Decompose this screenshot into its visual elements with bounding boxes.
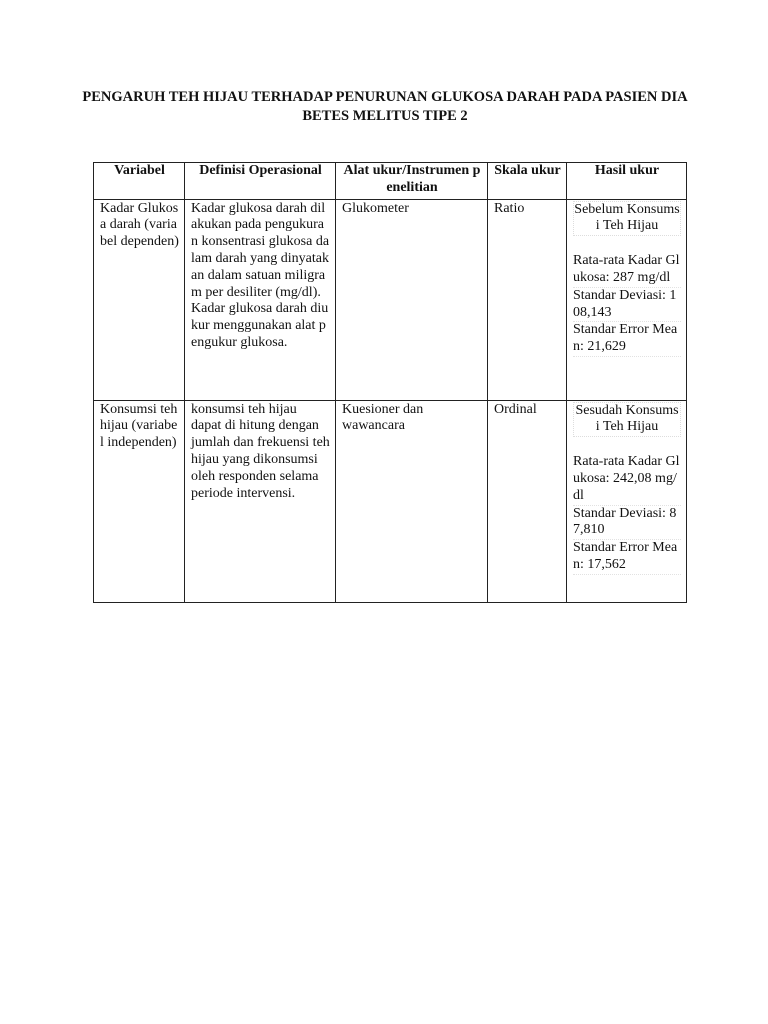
table-row <box>94 400 687 602</box>
result-mean: Rata-rata Kadar Glukosa: 287 mg/dl <box>573 253 681 288</box>
result-std-dev: Standar Deviasi: 108,143 <box>573 288 681 323</box>
result-heading: Sesudah Konsumsi Teh Hijau <box>573 402 681 438</box>
header-alat-ukur: Alat ukur/Instrumen penelitian <box>336 163 488 200</box>
cell-hasil-ukur <box>567 199 687 400</box>
cell-skala-ukur: Ordinal <box>488 400 567 602</box>
header-variabel: Variabel <box>94 163 185 200</box>
table-header-row <box>94 163 687 200</box>
result-heading: Sebelum Konsumsi Teh Hijau <box>573 201 681 237</box>
header-skala-ukur: Skala ukur <box>488 163 567 200</box>
table-row <box>94 199 687 400</box>
cell-variabel: Kadar Glukosa darah (variabel dependen) <box>94 199 185 400</box>
result-std-error: Standar Error Mean: 17,562 <box>573 540 681 575</box>
result-std-dev: Standar Deviasi: 87,810 <box>573 506 681 541</box>
cell-definisi: Kadar glukosa darah dilakukan pada pengukuran konsentrasi glukosa dalam darah yang dinyatakan dalam satuan miligram per desiliter (mg/dl). Kadar glukosa darah diukur menggunakan alat pengukur glukosa. <box>185 199 336 400</box>
header-hasil-ukur: Hasil ukur <box>567 163 687 200</box>
header-definisi: Definisi Operasional <box>185 163 336 200</box>
cell-skala-ukur: Ratio <box>488 199 567 400</box>
cell-alat-ukur: Glukometer <box>336 199 488 400</box>
result-std-error: Standar Error Mean: 21,629 <box>573 322 681 357</box>
cell-definisi: konsumsi teh hijau dapat di hitung dengan jumlah dan frekuensi teh hijau yang dikonsumsi oleh responden selama periode intervensi. <box>185 400 336 602</box>
cell-variabel: Konsumsi teh hijau (variabel independen) <box>94 400 185 602</box>
variable-table <box>93 162 687 603</box>
cell-alat-ukur: Kuesioner dan wawancara <box>336 400 488 602</box>
result-mean: Rata-rata Kadar Glukosa: 242,08 mg/dl <box>573 454 681 505</box>
document-title: PENGARUH TEH HIJAU TERHADAP PENURUNAN GLUKOSA DARAH PADA PASIEN DIABETES MELITUS TIPE 2 <box>82 89 688 124</box>
cell-hasil-ukur <box>567 400 687 602</box>
